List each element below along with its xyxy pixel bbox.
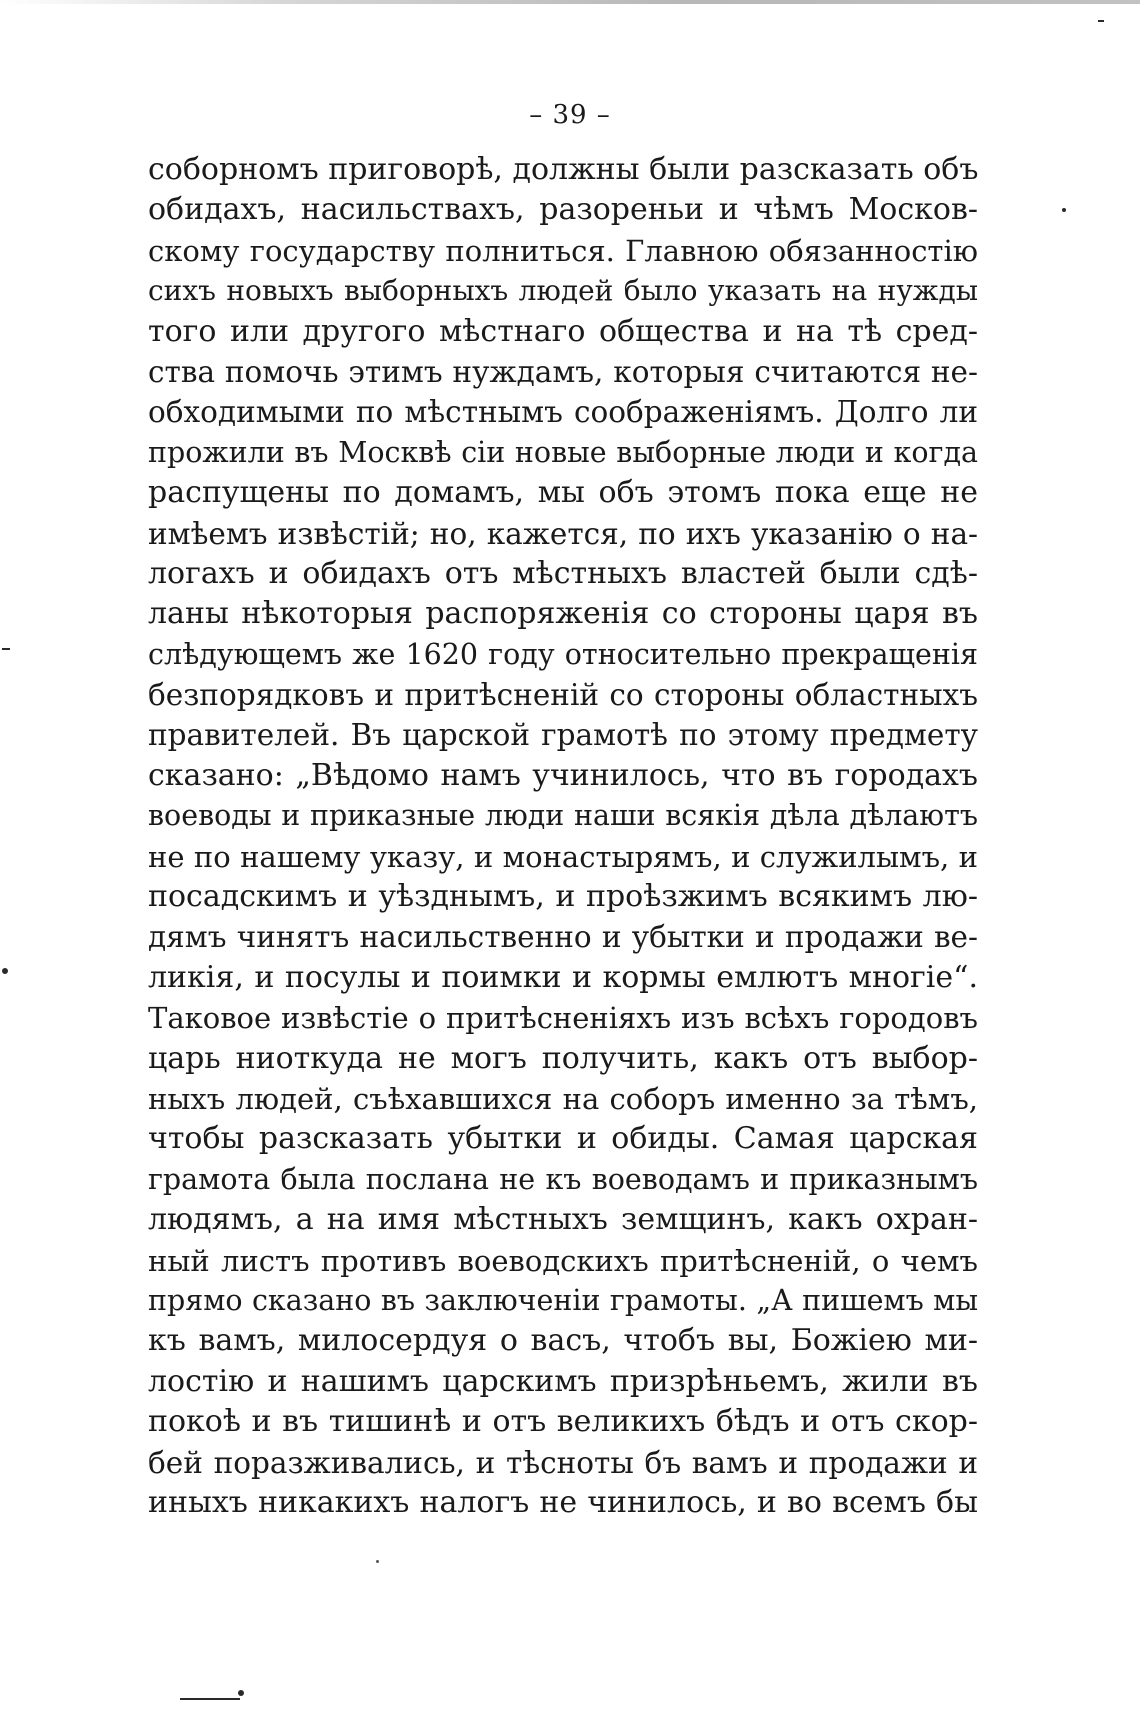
margin-mark [2,968,8,974]
text-line: прожили въ Москвѣ сіи новые выборные люди и когда [148,435,978,469]
text-line: Таковое извѣстіе о притѣсненіяхъ изъ всѣхъ городовъ [148,1001,978,1036]
text-line: лостію и нашимъ царскимъ призрѣньемъ, жили въ [148,1363,978,1399]
margin-mark [1098,20,1104,22]
footer-rule [180,1698,240,1700]
text-line: того или другого мѣстнаго общества и на тѣ сред- [148,313,978,349]
footer-dot [238,1690,244,1696]
text-line: слѣдующемъ же 1620 году относительно прекращенія [148,637,978,671]
text-line: безпорядковъ и притѣсненій со стороны областныхъ [148,678,978,713]
text-line: сихъ новыхъ выборныхъ людей было указать на нужды [148,274,978,308]
text-line: скому государству полниться. Главною обязанностію [148,233,978,268]
text-line: обходимыми по мѣстнымъ соображеніямъ. Долго ли [148,395,978,430]
margin-mark [1062,208,1066,212]
text-line: не по нашему указу, и монастырямъ, и служилымъ, и [148,839,978,874]
text-line: соборномъ приговорѣ, должны были разсказать объ [148,152,979,187]
text-line: покоѣ и въ тишинѣ и отъ великихъ бѣдъ и отъ скор- [148,1404,978,1440]
page-number: – 39 – [529,100,611,130]
text-line: грамота была послана не къ воеводамъ и приказнымъ [148,1162,978,1196]
scan-speck [376,1560,379,1563]
body-text [148,150,978,1523]
text-line: иныхъ никакихъ налогъ не чинилось, и во всемъ бы [148,1484,978,1520]
text-line: имѣемъ извѣстій; но, кажется, по ихъ указанію о на- [148,516,978,551]
text-line: царь ниоткуда не могъ получить, какъ отъ выбор- [148,1040,978,1076]
text-line: распущены по домамъ, мы объ этомъ пока еще не [148,475,978,511]
text-line: ликія, и посулы и поимки и кормы емлютъ многіе“. [148,959,978,995]
scan-edge [0,0,1140,4]
text-line: ланы нѣкоторыя распоряженія со стороны царя въ [148,596,978,632]
text-line: чтобы разсказать убытки и обиды. Самая царская [148,1121,978,1157]
text-line: дямъ чинятъ насильственно и убытки и продажи ве- [148,920,978,955]
text-line: обидахъ, насильствахъ, разореньи и чѣмъ Москов- [148,192,978,228]
text-line: сказано: „Вѣдомо намъ учинилось, что въ городахъ [148,757,978,793]
text-line: посадскимъ и уѣзднымъ, и проѣзжимъ всякимъ лю- [148,879,978,915]
text-line: ства помочь этимъ нуждамъ, которыя считаются не- [148,354,978,389]
margin-mark [2,648,10,650]
text-line: прямо сказано въ заключеніи грамоты. „А пишемъ мы [148,1283,978,1317]
text-line: людямъ, а на имя мѣстныхъ земщинъ, какъ охран- [148,1202,978,1238]
text-line: правителей. Въ царской грамотѣ по этому предмету [148,718,978,753]
text-line: бей поразживались, и тѣсноты бъ вамъ и продажи и [148,1445,978,1480]
text-line: ный листъ противъ воеводскихъ притѣсненій, о чемъ [148,1243,978,1278]
text-line: къ вамъ, милосердуя о васъ, чтобъ вы, Божіею ми- [148,1323,978,1359]
text-line: ныхъ людей, съѣхавшихся на соборъ именно за тѣмъ, [148,1081,978,1116]
text-line: логахъ и обидахъ отъ мѣстныхъ властей были сдѣ- [148,555,978,591]
text-line: воеводы и приказные люди наши всякія дѣла дѣлаютъ [148,799,978,833]
